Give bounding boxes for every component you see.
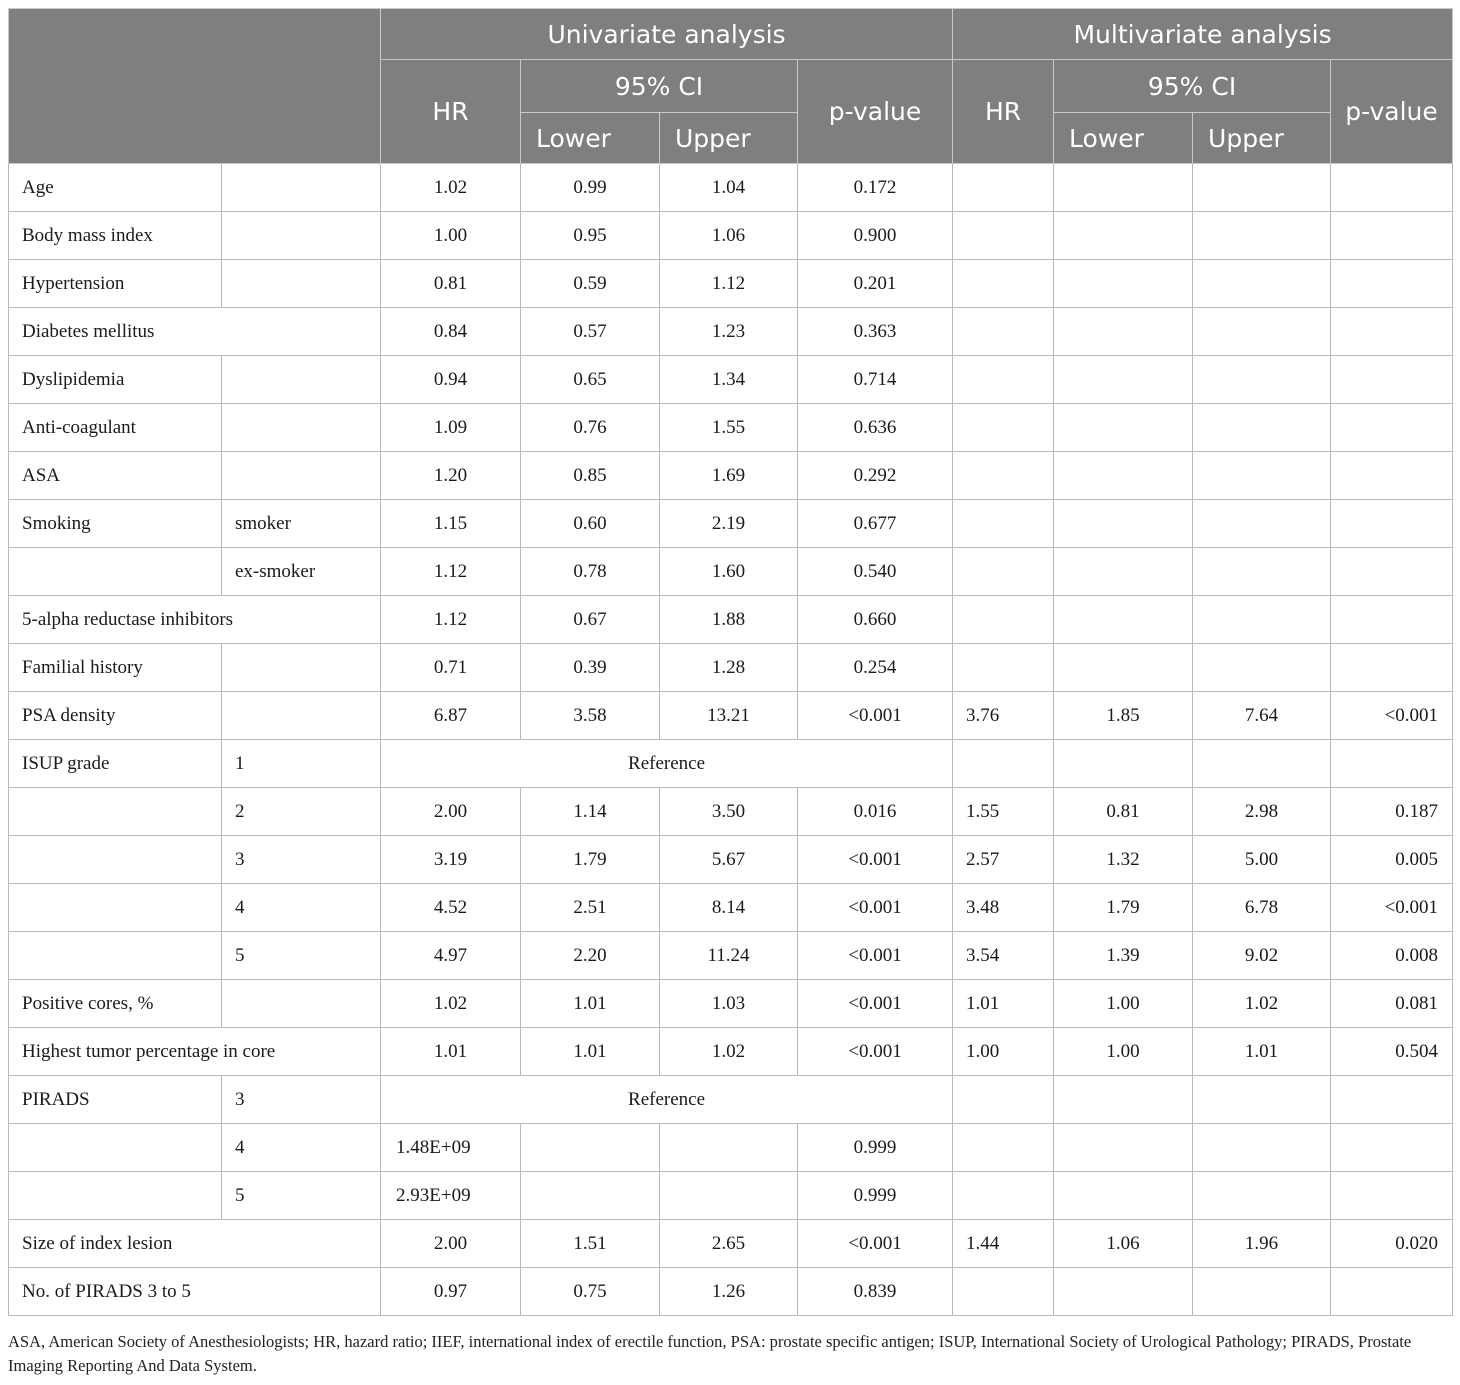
univariate-hr-cell: 4.52 bbox=[381, 884, 521, 932]
multivariate-pvalue-cell bbox=[1331, 596, 1453, 644]
multivariate-pvalue-cell: 0.504 bbox=[1331, 1028, 1453, 1076]
univariate-hr-cell: 2.93E+09 bbox=[381, 1172, 521, 1220]
row-label: 5-alpha reductase inhibitors bbox=[9, 596, 381, 644]
table-row bbox=[9, 596, 1453, 644]
row-sublabel: 3 bbox=[222, 836, 381, 884]
univariate-hr-header: HR bbox=[381, 60, 521, 164]
multivariate-upper-cell: 5.00 bbox=[1193, 836, 1331, 884]
row-label bbox=[9, 884, 222, 932]
univariate-upper-cell: 1.88 bbox=[660, 596, 798, 644]
header-blank-cell bbox=[9, 9, 381, 164]
univariate-upper-cell: 11.24 bbox=[660, 932, 798, 980]
row-label: No. of PIRADS 3 to 5 bbox=[9, 1268, 381, 1316]
row-sublabel: 5 bbox=[222, 1172, 381, 1220]
multivariate-lower-cell bbox=[1054, 1268, 1193, 1316]
univariate-lower-cell: 1.79 bbox=[521, 836, 660, 884]
univariate-upper-cell: 13.21 bbox=[660, 692, 798, 740]
multivariate-upper-cell bbox=[1193, 740, 1331, 788]
table-row bbox=[9, 932, 1453, 980]
multivariate-header: Multivariate analysis bbox=[953, 9, 1453, 60]
multivariate-hr-cell: 3.54 bbox=[953, 932, 1054, 980]
multivariate-upper-cell: 7.64 bbox=[1193, 692, 1331, 740]
univariate-pvalue-cell: 0.292 bbox=[798, 452, 953, 500]
multivariate-pvalue-cell bbox=[1331, 452, 1453, 500]
row-sublabel: ex-smoker bbox=[222, 548, 381, 596]
reference-cell: Reference bbox=[381, 740, 953, 788]
univariate-upper-cell bbox=[660, 1124, 798, 1172]
multivariate-upper-cell bbox=[1193, 596, 1331, 644]
univariate-lower-cell bbox=[521, 1172, 660, 1220]
univariate-hr-cell: 1.15 bbox=[381, 500, 521, 548]
row-label bbox=[9, 788, 222, 836]
row-label: Anti-coagulant bbox=[9, 404, 222, 452]
multivariate-upper-cell bbox=[1193, 452, 1331, 500]
table-row bbox=[9, 308, 1453, 356]
reference-cell: Reference bbox=[381, 1076, 953, 1124]
multivariate-pvalue-cell: 0.081 bbox=[1331, 980, 1453, 1028]
univariate-upper-cell: 1.55 bbox=[660, 404, 798, 452]
row-sublabel: 4 bbox=[222, 884, 381, 932]
multivariate-upper-cell: 1.01 bbox=[1193, 1028, 1331, 1076]
row-label bbox=[9, 548, 222, 596]
row-sublabel: 1 bbox=[222, 740, 381, 788]
univariate-upper-cell: 1.34 bbox=[660, 356, 798, 404]
multivariate-pvalue-cell: 0.005 bbox=[1331, 836, 1453, 884]
univariate-upper-cell: 1.23 bbox=[660, 308, 798, 356]
univariate-lower-cell: 0.60 bbox=[521, 500, 660, 548]
univariate-upper-cell: 2.65 bbox=[660, 1220, 798, 1268]
univariate-upper-cell: 1.04 bbox=[660, 164, 798, 212]
multivariate-hr-cell bbox=[953, 548, 1054, 596]
multivariate-pvalue-cell bbox=[1331, 548, 1453, 596]
multivariate-hr-cell: 2.57 bbox=[953, 836, 1054, 884]
row-sublabel bbox=[222, 356, 381, 404]
univariate-lower-cell: 0.85 bbox=[521, 452, 660, 500]
row-sublabel: 4 bbox=[222, 1124, 381, 1172]
univariate-lower-cell: 2.20 bbox=[521, 932, 660, 980]
multivariate-upper-cell bbox=[1193, 644, 1331, 692]
multivariate-pvalue-cell bbox=[1331, 644, 1453, 692]
univariate-pvalue-cell: <0.001 bbox=[798, 884, 953, 932]
multivariate-upper-cell bbox=[1193, 212, 1331, 260]
multivariate-upper-cell bbox=[1193, 308, 1331, 356]
row-sublabel: 5 bbox=[222, 932, 381, 980]
univariate-upper-cell: 1.02 bbox=[660, 1028, 798, 1076]
univariate-upper-cell bbox=[660, 1172, 798, 1220]
multivariate-hr-cell: 1.44 bbox=[953, 1220, 1054, 1268]
univariate-upper-cell: 2.19 bbox=[660, 500, 798, 548]
multivariate-hr-cell bbox=[953, 1124, 1054, 1172]
univariate-lower-cell: 0.65 bbox=[521, 356, 660, 404]
table-row bbox=[9, 1268, 1453, 1316]
univariate-pvalue-cell: 0.839 bbox=[798, 1268, 953, 1316]
univariate-pvalue-cell: 0.677 bbox=[798, 500, 953, 548]
multivariate-hr-cell bbox=[953, 500, 1054, 548]
multivariate-hr-header: HR bbox=[953, 60, 1054, 164]
multivariate-upper-cell: 1.96 bbox=[1193, 1220, 1331, 1268]
multivariate-pvalue-cell bbox=[1331, 1172, 1453, 1220]
multivariate-pvalue-cell bbox=[1331, 260, 1453, 308]
multivariate-pvalue-cell bbox=[1331, 500, 1453, 548]
row-label bbox=[9, 932, 222, 980]
multivariate-hr-cell bbox=[953, 308, 1054, 356]
univariate-upper-cell: 1.06 bbox=[660, 212, 798, 260]
multivariate-upper-cell bbox=[1193, 404, 1331, 452]
row-label: PIRADS bbox=[9, 1076, 222, 1124]
multivariate-hr-cell bbox=[953, 644, 1054, 692]
univariate-hr-cell: 1.01 bbox=[381, 1028, 521, 1076]
univariate-lower-cell: 1.01 bbox=[521, 980, 660, 1028]
univariate-hr-cell: 1.09 bbox=[381, 404, 521, 452]
univariate-pvalue-cell: <0.001 bbox=[798, 980, 953, 1028]
univariate-hr-cell: 1.02 bbox=[381, 164, 521, 212]
row-sublabel: smoker bbox=[222, 500, 381, 548]
multivariate-lower-cell bbox=[1054, 452, 1193, 500]
univariate-lower-cell bbox=[521, 1124, 660, 1172]
table-header bbox=[9, 9, 1453, 164]
univariate-lower-cell: 1.01 bbox=[521, 1028, 660, 1076]
univariate-lower-cell: 2.51 bbox=[521, 884, 660, 932]
univariate-lower-cell: 0.76 bbox=[521, 404, 660, 452]
multivariate-hr-cell bbox=[953, 164, 1054, 212]
multivariate-lower-cell bbox=[1054, 260, 1193, 308]
univariate-pvalue-cell: 0.363 bbox=[798, 308, 953, 356]
multivariate-lower-cell bbox=[1054, 500, 1193, 548]
univariate-pvalue-cell: 0.636 bbox=[798, 404, 953, 452]
multivariate-lower-cell bbox=[1054, 164, 1193, 212]
univariate-lower-cell: 0.39 bbox=[521, 644, 660, 692]
univariate-hr-cell: 0.71 bbox=[381, 644, 521, 692]
multivariate-hr-cell bbox=[953, 740, 1054, 788]
univariate-pvalue-cell: <0.001 bbox=[798, 932, 953, 980]
multivariate-pvalue-cell bbox=[1331, 404, 1453, 452]
univariate-pvalue-header: p-value bbox=[798, 60, 953, 164]
multivariate-upper-cell bbox=[1193, 356, 1331, 404]
row-label: Diabetes mellitus bbox=[9, 308, 381, 356]
multivariate-lower-cell: 1.00 bbox=[1054, 1028, 1193, 1076]
multivariate-hr-cell bbox=[953, 1076, 1054, 1124]
univariate-lower-cell: 3.58 bbox=[521, 692, 660, 740]
univariate-pvalue-cell: 0.201 bbox=[798, 260, 953, 308]
univariate-hr-cell: 2.00 bbox=[381, 788, 521, 836]
multivariate-lower-cell: 0.81 bbox=[1054, 788, 1193, 836]
univariate-upper-cell: 8.14 bbox=[660, 884, 798, 932]
table-row bbox=[9, 548, 1453, 596]
row-sublabel: 2 bbox=[222, 788, 381, 836]
multivariate-upper-cell bbox=[1193, 260, 1331, 308]
multivariate-lower-cell bbox=[1054, 1124, 1193, 1172]
multivariate-pvalue-cell: 0.008 bbox=[1331, 932, 1453, 980]
table-row bbox=[9, 980, 1453, 1028]
table-row bbox=[9, 740, 1453, 788]
multivariate-hr-cell: 3.48 bbox=[953, 884, 1054, 932]
multivariate-pvalue-cell: 0.020 bbox=[1331, 1220, 1453, 1268]
multivariate-pvalue-cell bbox=[1331, 356, 1453, 404]
multivariate-lower-cell bbox=[1054, 1076, 1193, 1124]
table-row bbox=[9, 1076, 1453, 1124]
univariate-pvalue-cell: 0.999 bbox=[798, 1124, 953, 1172]
univariate-pvalue-cell: 0.016 bbox=[798, 788, 953, 836]
multivariate-hr-cell bbox=[953, 212, 1054, 260]
multivariate-pvalue-cell bbox=[1331, 1268, 1453, 1316]
multivariate-lower-cell: 1.85 bbox=[1054, 692, 1193, 740]
univariate-header: Univariate analysis bbox=[381, 9, 953, 60]
table-row bbox=[9, 836, 1453, 884]
table-row bbox=[9, 212, 1453, 260]
table-row bbox=[9, 356, 1453, 404]
univariate-hr-cell: 1.20 bbox=[381, 452, 521, 500]
table-row bbox=[9, 1028, 1453, 1076]
univariate-hr-cell: 1.00 bbox=[381, 212, 521, 260]
row-label: Highest tumor percentage in core bbox=[9, 1028, 381, 1076]
multivariate-hr-cell: 1.00 bbox=[953, 1028, 1054, 1076]
table-row bbox=[9, 260, 1453, 308]
multivariate-hr-cell: 3.76 bbox=[953, 692, 1054, 740]
univariate-hr-cell: 4.97 bbox=[381, 932, 521, 980]
multivariate-lower-header: Lower bbox=[1054, 113, 1193, 164]
univariate-hr-cell: 2.00 bbox=[381, 1220, 521, 1268]
univariate-lower-cell: 1.51 bbox=[521, 1220, 660, 1268]
row-sublabel bbox=[222, 692, 381, 740]
table-row bbox=[9, 500, 1453, 548]
multivariate-hr-cell bbox=[953, 356, 1054, 404]
multivariate-lower-cell bbox=[1054, 740, 1193, 788]
table-footnote: ASA, American Society of Anesthesiologists; HR, hazard ratio; IIEF, international index of erectile function, PSA: prostate specific antigen; ISUP, International Society of Urological Pathology; PIRADS, Prostate Imaging Reporting And Data System. bbox=[8, 1332, 1412, 1375]
multivariate-lower-cell bbox=[1054, 548, 1193, 596]
multivariate-hr-cell bbox=[953, 404, 1054, 452]
univariate-pvalue-cell: 0.714 bbox=[798, 356, 953, 404]
univariate-pvalue-cell: 0.254 bbox=[798, 644, 953, 692]
table-row bbox=[9, 788, 1453, 836]
multivariate-hr-cell: 1.01 bbox=[953, 980, 1054, 1028]
univariate-hr-cell: 0.84 bbox=[381, 308, 521, 356]
multivariate-pvalue-cell bbox=[1331, 212, 1453, 260]
row-sublabel: 3 bbox=[222, 1076, 381, 1124]
header-row-1 bbox=[9, 9, 1453, 60]
multivariate-lower-cell: 1.06 bbox=[1054, 1220, 1193, 1268]
row-sublabel bbox=[222, 452, 381, 500]
univariate-lower-cell: 0.67 bbox=[521, 596, 660, 644]
univariate-lower-cell: 0.95 bbox=[521, 212, 660, 260]
univariate-lower-cell: 0.59 bbox=[521, 260, 660, 308]
multivariate-upper-header: Upper bbox=[1193, 113, 1331, 164]
table-row bbox=[9, 692, 1453, 740]
univariate-upper-cell: 1.69 bbox=[660, 452, 798, 500]
multivariate-upper-cell: 6.78 bbox=[1193, 884, 1331, 932]
univariate-upper-cell: 1.26 bbox=[660, 1268, 798, 1316]
univariate-upper-cell: 1.03 bbox=[660, 980, 798, 1028]
table-body bbox=[9, 164, 1453, 1316]
row-label: Positive cores, % bbox=[9, 980, 222, 1028]
multivariate-hr-cell bbox=[953, 1268, 1054, 1316]
table-row bbox=[9, 644, 1453, 692]
univariate-hr-cell: 1.02 bbox=[381, 980, 521, 1028]
multivariate-upper-cell bbox=[1193, 1124, 1331, 1172]
multivariate-upper-cell bbox=[1193, 164, 1331, 212]
univariate-pvalue-cell: 0.999 bbox=[798, 1172, 953, 1220]
row-label bbox=[9, 836, 222, 884]
table-row bbox=[9, 404, 1453, 452]
univariate-hr-cell: 1.48E+09 bbox=[381, 1124, 521, 1172]
multivariate-upper-cell: 2.98 bbox=[1193, 788, 1331, 836]
multivariate-upper-cell: 9.02 bbox=[1193, 932, 1331, 980]
table-row bbox=[9, 452, 1453, 500]
univariate-pvalue-cell: 0.172 bbox=[798, 164, 953, 212]
multivariate-lower-cell bbox=[1054, 356, 1193, 404]
row-sublabel bbox=[222, 404, 381, 452]
univariate-upper-cell: 1.12 bbox=[660, 260, 798, 308]
row-label: Age bbox=[9, 164, 222, 212]
univariate-lower-cell: 0.99 bbox=[521, 164, 660, 212]
univariate-hr-cell: 6.87 bbox=[381, 692, 521, 740]
row-sublabel bbox=[222, 644, 381, 692]
multivariate-pvalue-cell: <0.001 bbox=[1331, 884, 1453, 932]
multivariate-lower-cell: 1.79 bbox=[1054, 884, 1193, 932]
row-label: Body mass index bbox=[9, 212, 222, 260]
multivariate-lower-cell: 1.39 bbox=[1054, 932, 1193, 980]
multivariate-upper-cell bbox=[1193, 1268, 1331, 1316]
row-label bbox=[9, 1124, 222, 1172]
row-label: Smoking bbox=[9, 500, 222, 548]
univariate-upper-cell: 5.67 bbox=[660, 836, 798, 884]
row-sublabel bbox=[222, 980, 381, 1028]
row-sublabel bbox=[222, 212, 381, 260]
multivariate-pvalue-cell bbox=[1331, 164, 1453, 212]
univariate-ci-header: 95% CI bbox=[521, 60, 798, 113]
multivariate-pvalue-cell bbox=[1331, 308, 1453, 356]
univariate-lower-cell: 1.14 bbox=[521, 788, 660, 836]
multivariate-lower-cell: 1.00 bbox=[1054, 980, 1193, 1028]
multivariate-lower-cell bbox=[1054, 596, 1193, 644]
multivariate-upper-cell bbox=[1193, 548, 1331, 596]
multivariate-lower-cell bbox=[1054, 308, 1193, 356]
univariate-upper-cell: 1.60 bbox=[660, 548, 798, 596]
table-row bbox=[9, 1172, 1453, 1220]
table-row bbox=[9, 1124, 1453, 1172]
univariate-lower-cell: 0.75 bbox=[521, 1268, 660, 1316]
multivariate-upper-cell bbox=[1193, 1076, 1331, 1124]
univariate-pvalue-cell: <0.001 bbox=[798, 836, 953, 884]
row-label: Hypertension bbox=[9, 260, 222, 308]
univariate-pvalue-cell: 0.900 bbox=[798, 212, 953, 260]
multivariate-pvalue-cell: 0.187 bbox=[1331, 788, 1453, 836]
multivariate-ci-header: 95% CI bbox=[1054, 60, 1331, 113]
univariate-pvalue-cell: 0.540 bbox=[798, 548, 953, 596]
univariate-pvalue-cell: <0.001 bbox=[798, 1028, 953, 1076]
univariate-hr-cell: 0.81 bbox=[381, 260, 521, 308]
row-sublabel bbox=[222, 164, 381, 212]
multivariate-upper-cell bbox=[1193, 1172, 1331, 1220]
univariate-lower-cell: 0.78 bbox=[521, 548, 660, 596]
row-label: Dyslipidemia bbox=[9, 356, 222, 404]
multivariate-lower-cell bbox=[1054, 404, 1193, 452]
univariate-hr-cell: 1.12 bbox=[381, 548, 521, 596]
table-container bbox=[8, 8, 1452, 1316]
multivariate-hr-cell: 1.55 bbox=[953, 788, 1054, 836]
multivariate-pvalue-cell bbox=[1331, 1076, 1453, 1124]
row-label: PSA density bbox=[9, 692, 222, 740]
row-label: ASA bbox=[9, 452, 222, 500]
row-label: Familial history bbox=[9, 644, 222, 692]
univariate-lower-header: Lower bbox=[521, 113, 660, 164]
multivariate-lower-cell: 1.32 bbox=[1054, 836, 1193, 884]
univariate-pvalue-cell: <0.001 bbox=[798, 692, 953, 740]
multivariate-pvalue-cell: <0.001 bbox=[1331, 692, 1453, 740]
univariate-upper-cell: 3.50 bbox=[660, 788, 798, 836]
table-row bbox=[9, 164, 1453, 212]
univariate-hr-cell: 1.12 bbox=[381, 596, 521, 644]
row-sublabel bbox=[222, 260, 381, 308]
multivariate-upper-cell bbox=[1193, 500, 1331, 548]
hazard-ratio-table bbox=[8, 8, 1453, 1316]
row-label: Size of index lesion bbox=[9, 1220, 381, 1268]
univariate-hr-cell: 0.97 bbox=[381, 1268, 521, 1316]
univariate-upper-header: Upper bbox=[660, 113, 798, 164]
multivariate-lower-cell bbox=[1054, 1172, 1193, 1220]
row-label: ISUP grade bbox=[9, 740, 222, 788]
table-row bbox=[9, 884, 1453, 932]
multivariate-hr-cell bbox=[953, 596, 1054, 644]
multivariate-hr-cell bbox=[953, 260, 1054, 308]
univariate-hr-cell: 3.19 bbox=[381, 836, 521, 884]
univariate-pvalue-cell: 0.660 bbox=[798, 596, 953, 644]
multivariate-upper-cell: 1.02 bbox=[1193, 980, 1331, 1028]
univariate-pvalue-cell: <0.001 bbox=[798, 1220, 953, 1268]
multivariate-pvalue-header: p-value bbox=[1331, 60, 1453, 164]
row-label bbox=[9, 1172, 222, 1220]
multivariate-pvalue-cell bbox=[1331, 1124, 1453, 1172]
multivariate-hr-cell bbox=[953, 452, 1054, 500]
multivariate-lower-cell bbox=[1054, 212, 1193, 260]
multivariate-lower-cell bbox=[1054, 644, 1193, 692]
univariate-hr-cell: 0.94 bbox=[381, 356, 521, 404]
multivariate-pvalue-cell bbox=[1331, 740, 1453, 788]
multivariate-hr-cell bbox=[953, 1172, 1054, 1220]
univariate-lower-cell: 0.57 bbox=[521, 308, 660, 356]
univariate-upper-cell: 1.28 bbox=[660, 644, 798, 692]
table-row bbox=[9, 1220, 1453, 1268]
